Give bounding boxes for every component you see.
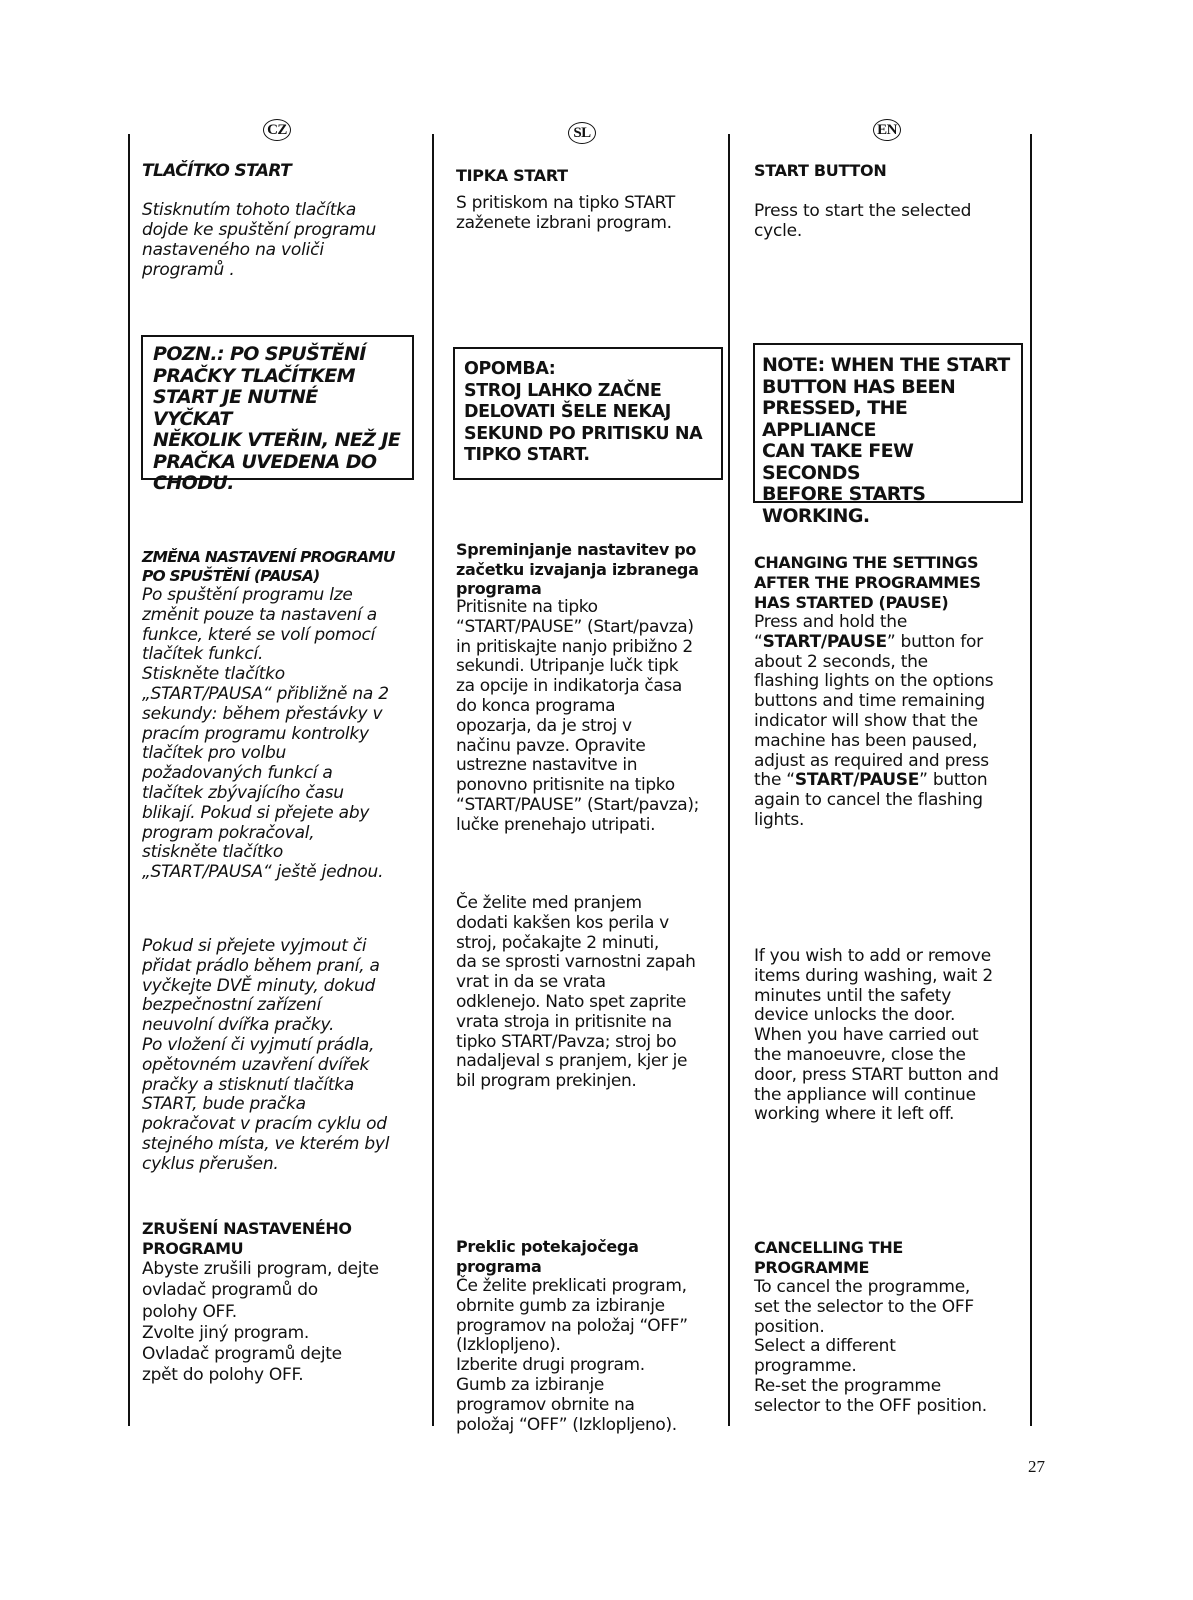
column-divider-right [1030,134,1032,1426]
sl-door-text [456,894,696,1092]
column-divider-mid-left [432,134,434,1426]
cz-start-text [142,200,376,280]
cz-pause-text [142,586,389,883]
page-number: 27 [1028,1457,1045,1476]
cz-cancel-title [142,1219,352,1259]
en-pause-title-text: CHANGING THE SETTINGS AFTER THE PROGRAMMES HAS STARTED (PAUSE) [754,553,981,612]
en-cancel-title [754,1238,903,1278]
sl-door-paragraph: Če želite med pranjem dodati kakšen kos perila v stroj, počakajte 2 minuti, da se sprosti varnostni zapah vrat in da se vrata odklenejo. Nato spet zaprite vrata stroja in pritisnite na tipko START/Pavza; stroj bo nadaljeval s pranjem, kjer je bil program prekinjen. [456,893,696,1092]
language-badge-cz: CZ [263,119,291,141]
cz-cancel-paragraph: Abyste zrušili program, dejte ovladač programů do polohy OFF. Zvolte jiný program. Ovladač programů dejte zpět do polohy OFF. [142,1259,379,1386]
en-note-text: NOTE: WHEN THE START BUTTON HAS BEEN PRESSED, THE APPLIANCE CAN TAKE FEW SECONDS BEFORE STARTS WORKING. [762,354,1010,527]
sl-pause-text [456,598,699,836]
cz-cancel-title-text: ZRUŠENÍ NASTAVENÉHO PROGRAMU [142,1219,352,1258]
sl-cancel-title-text: Preklic potekajočega programa [456,1237,639,1276]
en-pause-the: the “ [754,770,795,791]
cz-start-title: TLAČÍTKO START [142,161,292,181]
column-divider-mid-right [728,134,730,1426]
en-cancel-text [754,1278,987,1417]
en-pause-line-1: Press and hold the [754,612,908,632]
en-pause-quote-open: “ [754,631,763,652]
en-pause-title [754,553,981,613]
en-start-pause-label-2: START/PAUSE [794,770,920,791]
en-note-box [753,343,1023,527]
en-pause-end: again to cancel the flashing lights. [754,790,983,830]
column-divider-left [128,134,130,1426]
cz-door-text [142,937,389,1175]
cz-pause-title [142,548,395,586]
sl-cancel-paragraph: Če želite preklicati program, obrnite gumb za izbiranje programov na položaj “OFF” (Izklopljeno). Izberite drugi program. Gumb za izbiranje programov obrnite na položaj “OFF” (Izklopljeno). [456,1276,688,1435]
en-pause-line-2-rest: ” button for [886,631,983,652]
en-pause-line-2 [754,633,993,653]
sl-note-text: OPOMBA: STROJ LAHKO ZAČNE DELOVATI ŠELE NEKAJ SEKUND PO PRITISKU NA TIPKO START. [464,359,703,465]
en-door-paragraph: If you wish to add or remove items during washing, wait 2 minutes until the safety device unlocks the door. When you have carried out the manoeuvre, close the door, press START button and the appliance will continue working where it left off. [754,946,999,1125]
cz-note-text: POZN.: PO SPUŠTĚNÍ PRAČKY TLAČÍTKEM START JE NUTNÉ VYČKAT NĚKOLIK VTEŘIN, NEŽ JE PRAČKA UVEDENA DO CHODU. [153,343,401,494]
en-start-paragraph: Press to start the selected cycle. [754,201,972,241]
cz-pause-title-text: ZMĚNA NASTAVENÍ PROGRAMU PO SPUŠTĚNÍ (PAUSA) [142,548,395,585]
en-door-text [754,947,999,1125]
sl-pause-title-text: Spreminjanje nastavitev po začetku izvajanja izbranega programa [456,540,699,598]
sl-pause-paragraph: Pritisnite na tipko “START/PAUSE” (Start/pavza) in pritiskajte nanjo pribižno 2 sekundi. Utripanje lučk tipk za opcije in indikatorja časa do konca programa opozarja, da je stroj v načinu pavze. Opravite ustrezne nastavitve in ponovno pritisnite na tipko “START/PAUSE” (Start/pavza); lučke prenehajo utripati. [456,597,700,835]
cz-start-paragraph: Stisknutím tohoto tlačítka dojde ke spuštění programu nastaveného na voliči programů . [142,200,377,280]
sl-cancel-title [456,1237,639,1277]
en-start-title: START BUTTON [754,161,887,180]
sl-cancel-text [456,1277,688,1435]
sl-start-paragraph: S pritiskom na tipko START zaženete izbrani program. [456,193,676,233]
en-pause-text [754,613,993,831]
sl-pause-title [456,540,699,599]
cz-cancel-text [142,1259,379,1387]
language-badge-sl: SL [568,122,596,144]
language-badge-en: EN [873,119,901,141]
cz-door-paragraph: Pokud si přejete vyjmout či přidat prádlo během praní, a vyčkejte DVĚ minuty, dokud bezpečnostní zařízení neuvolní dvířka pračky. Po vložení či vyjmutí prádla, opětovném uzavření dvířek pračky a stisknutí tlačítka START, bude pračka pokračovat v pracím cyklu od stejného místa, ve kterém byl cyklus přerušen. [142,936,390,1174]
sl-start-title: TIPKA START [456,166,568,185]
en-pause-line-9 [754,771,993,791]
cz-note-box [141,335,414,494]
en-cancel-title-text: CANCELLING THE PROGRAMME [754,1238,903,1277]
sl-note-box [453,347,723,480]
en-cancel-paragraph: To cancel the programme, set the selector to the OFF position. Select a different programme. Re-set the programme selector to the OFF position. [754,1277,987,1416]
cz-pause-paragraph: Po spuštění programu lze změnit pouze ta nastavení a funkce, které se volí pomocí tlačítek funkcí. Stiskněte tlačítko „START/PAUSA“ přibližně na 2 sekundy: během přestávky v pracím programu kontrolky tlačítek pro volbu požadovaných funkcí a tlačítek zbývajícího času blikají. Pokud si přejete aby program pokračoval, stiskněte tlačítko „START/PAUSA“ ještě jednou. [142,585,389,883]
en-pause-middle: about 2 seconds, the flashing lights on the options buttons and time remaining indicator will show that the machine has been paused, adjust as required and press [754,651,994,771]
en-pause-line-9-rest: ” button [919,770,988,791]
en-start-text [754,201,971,241]
sl-start-text [456,193,675,233]
en-start-pause-label-1: START/PAUSE [762,631,887,652]
